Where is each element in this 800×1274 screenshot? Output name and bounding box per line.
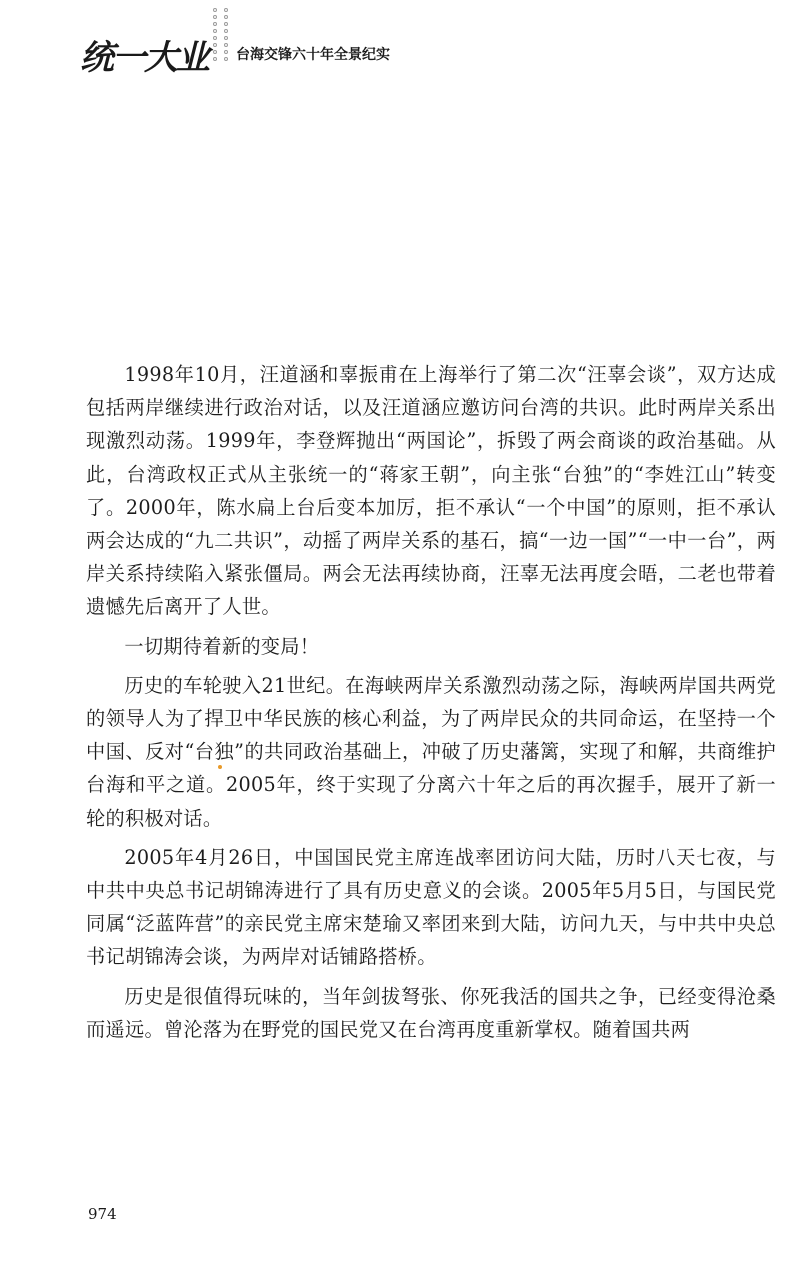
paragraph: 2005年4月26日，中国国民党主席连战率团访问大陆，历时八天七夜，与中共中央总书记胡锦涛进行了具有历史意义的会谈。2005年5月5日，与国民党同属“泛蓝阵营”的亲民党主席宋楚瑜又率团来到大陆，访问九天，与中共中央总书记胡锦涛会谈，为两岸对话铺路搭桥。 — [86, 845, 776, 969]
decorative-dot-grid — [213, 8, 229, 68]
print-speck — [218, 765, 222, 769]
body-text — [86, 358, 776, 1052]
paragraph: 历史的车轮驶入21世纪。在海峡两岸关系激烈动荡之际，海峡两岸国共两党的领导人为了捍卫中华民族的核心利益，为了两岸民众的共同命运，在坚持一个中国、反对“台独”的共同政治基础上，冲破了历史藩篱，实现了和解，共商维护台海和平之道。2005年，终于实现了分离六十年之后的再次握手，展开了新一轮的积极对话。 — [86, 673, 776, 830]
paragraph: 历史是很值得玩味的，当年剑拔弩张、你死我活的国共之争，已经变得沧桑而遥远。曾沦落为在野党的国民党又在台湾再度重新掌权。随着国共两 — [86, 984, 776, 1041]
paragraph: 1998年10月，汪道涵和辜振甫在上海举行了第二次“汪辜会谈”，双方达成包括两岸继续进行政治对话，以及汪道涵应邀访问台湾的共识。此时两岸关系出现激烈动荡。1999年，李登辉抛出“两国论”，拆毁了两会商谈的政治基础。从此，台湾政权正式从主张统一的“蒋家王朝”，向主张“台独”的“李姓江山”转变了。2000年，陈水扁上台后变本加厉，拒不承认“一个中国”的原则，拒不承认两会达成的“九二共识”，动摇了两岸关系的基石，搞“一边一国”“一中一台”，两岸关系持续陷入紧张僵局。两会无法再续协商，汪辜无法再度会晤，二老也带着遗憾先后离开了人世。 — [86, 363, 776, 619]
book-subtitle: 台海交锋六十年全景纪实 — [236, 47, 390, 63]
paragraph: 一切期待着新的变局！ — [124, 634, 320, 658]
series-title-logo: 统一大业 — [80, 38, 208, 78]
page-number: 974 — [88, 1205, 117, 1223]
